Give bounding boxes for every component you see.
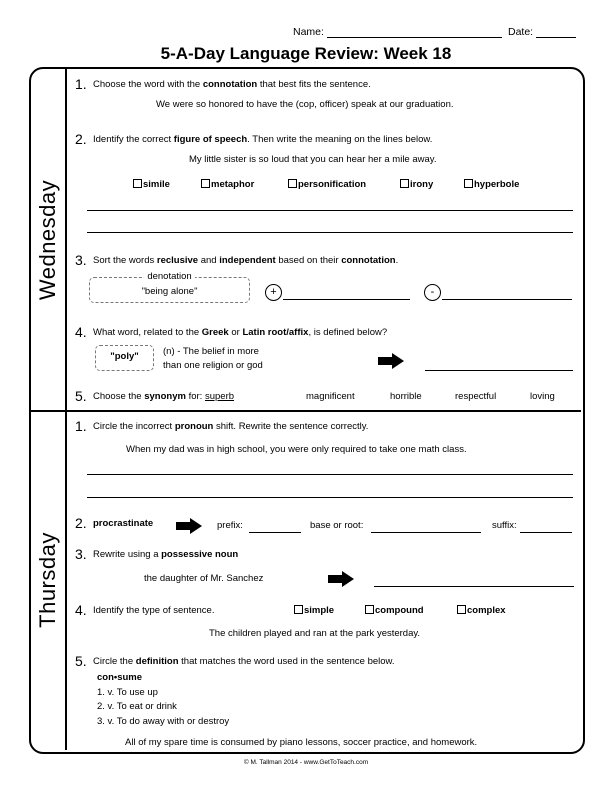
prefix-label: prefix: bbox=[217, 520, 243, 531]
name-label: Name: bbox=[293, 26, 324, 38]
answer-line[interactable] bbox=[425, 370, 573, 371]
wed-q5-number: 5. bbox=[75, 388, 87, 404]
suffix-blank[interactable] bbox=[520, 532, 572, 533]
wed-q1-sentence[interactable]: We were so honored to have the (cop, officer) speak at our graduation. bbox=[156, 99, 454, 110]
definition-line-2: than one religion or god bbox=[163, 360, 263, 371]
arrow-right-icon bbox=[176, 518, 202, 534]
denotation-value: "being alone" bbox=[141, 286, 198, 297]
thu-q1-prompt: Circle the incorrect pronoun shift. Rewrite the sentence correctly. bbox=[93, 421, 369, 432]
definition-option-2[interactable]: 2. v. To eat or drink bbox=[97, 701, 177, 712]
root-label: base or root: bbox=[310, 520, 364, 531]
option-simple-checkbox[interactable]: simple bbox=[294, 605, 334, 616]
option-compound-checkbox[interactable]: compound bbox=[365, 605, 424, 616]
prefix-blank[interactable] bbox=[249, 532, 301, 533]
arrow-right-icon bbox=[328, 571, 354, 587]
wed-q4-number: 4. bbox=[75, 324, 87, 340]
thu-q5-prompt: Circle the definition that matches the word used in the sentence below. bbox=[93, 656, 395, 667]
thu-q1-sentence[interactable]: When my dad was in high school, you were only required to take one math class. bbox=[126, 444, 467, 455]
wednesday-label: Wednesday bbox=[35, 179, 60, 301]
option-respectful[interactable]: respectful bbox=[455, 391, 497, 402]
wed-q2-number: 2. bbox=[75, 131, 87, 147]
answer-line[interactable] bbox=[87, 232, 573, 233]
option-horrible[interactable]: horrible bbox=[390, 391, 422, 402]
day-divider bbox=[31, 410, 581, 412]
thu-q5-sentence: All of my spare time is consumed by piano lessons, soccer practice, and homework. bbox=[125, 737, 478, 748]
suffix-label: suffix: bbox=[492, 520, 517, 531]
thu-q5-number: 5. bbox=[75, 653, 87, 669]
wed-q5-prompt: Choose the synonym for: superb bbox=[93, 391, 235, 402]
option-personification-checkbox[interactable]: personification bbox=[288, 179, 366, 190]
thursday-label: Thursday bbox=[35, 532, 60, 628]
definition-option-1[interactable]: 1. v. To use up bbox=[97, 687, 158, 698]
thu-q4-sentence: The children played and ran at the park yesterday. bbox=[209, 628, 421, 639]
answer-line[interactable] bbox=[87, 497, 573, 498]
date-blank[interactable] bbox=[536, 26, 576, 38]
thu-q3-prompt: Rewrite using a possessive noun bbox=[93, 549, 239, 560]
option-simile-checkbox[interactable]: simile bbox=[133, 179, 170, 190]
option-loving[interactable]: loving bbox=[530, 391, 555, 402]
thu-q4-prompt: Identify the type of sentence. bbox=[93, 605, 215, 616]
negative-connotation-icon: - bbox=[424, 284, 441, 301]
wed-q2-sentence: My little sister is so loud that you can hear her a mile away. bbox=[189, 154, 437, 165]
wed-q3-number: 3. bbox=[75, 252, 87, 268]
denotation-label: denotation bbox=[144, 271, 194, 282]
option-metaphor-checkbox[interactable]: metaphor bbox=[201, 179, 254, 190]
wed-q3-prompt: Sort the words reclusive and independent based on their connotation. bbox=[93, 255, 399, 266]
thu-q1-number: 1. bbox=[75, 418, 87, 434]
option-hyperbole-checkbox[interactable]: hyperbole bbox=[464, 179, 519, 190]
answer-line[interactable] bbox=[374, 586, 574, 587]
name-blank[interactable] bbox=[327, 26, 502, 38]
wed-q2-prompt: Identify the correct figure of speech. Then write the meaning on the lines below. bbox=[93, 134, 433, 145]
thu-q3-phrase: the daughter of Mr. Sanchez bbox=[144, 573, 264, 584]
positive-connotation-icon: + bbox=[265, 284, 282, 301]
thu-q4-number: 4. bbox=[75, 602, 87, 618]
answer-line[interactable] bbox=[87, 474, 573, 475]
denotation-box bbox=[89, 271, 250, 303]
date-label: Date: bbox=[508, 26, 534, 38]
definition-option-3[interactable]: 3. v. To do away with or destroy bbox=[97, 716, 230, 727]
copyright-footer: © M. Tallman 2014 - www.GetToTeach.com bbox=[243, 759, 369, 766]
wed-q4-prompt: What word, related to the Greek or Latin root/affix, is defined below? bbox=[93, 327, 388, 338]
negative-answer-line[interactable] bbox=[442, 299, 572, 300]
root-box: "poly" bbox=[95, 345, 154, 371]
wed-q1-number: 1. bbox=[75, 76, 87, 92]
positive-answer-line[interactable] bbox=[283, 299, 410, 300]
thu-q5-word: con•sume bbox=[97, 672, 143, 683]
thu-q3-number: 3. bbox=[75, 546, 87, 562]
arrow-right-icon bbox=[378, 353, 404, 369]
thu-q2-number: 2. bbox=[75, 515, 87, 531]
name-field[interactable] bbox=[293, 26, 502, 38]
option-magnificent[interactable]: magnificent bbox=[306, 391, 355, 402]
root-blank[interactable] bbox=[371, 532, 481, 533]
date-field[interactable] bbox=[508, 26, 576, 38]
option-complex-checkbox[interactable]: complex bbox=[457, 605, 506, 616]
option-irony-checkbox[interactable]: irony bbox=[400, 179, 433, 190]
page-title: 5-A-Day Language Review: Week 18 bbox=[160, 44, 452, 63]
definition-line-1: (n) - The belief in more bbox=[163, 346, 259, 357]
wed-q1-prompt: Choose the word with the connotation that best fits the sentence. bbox=[93, 79, 371, 90]
thu-q2-word: procrastinate bbox=[93, 518, 154, 529]
answer-line[interactable] bbox=[87, 210, 573, 211]
